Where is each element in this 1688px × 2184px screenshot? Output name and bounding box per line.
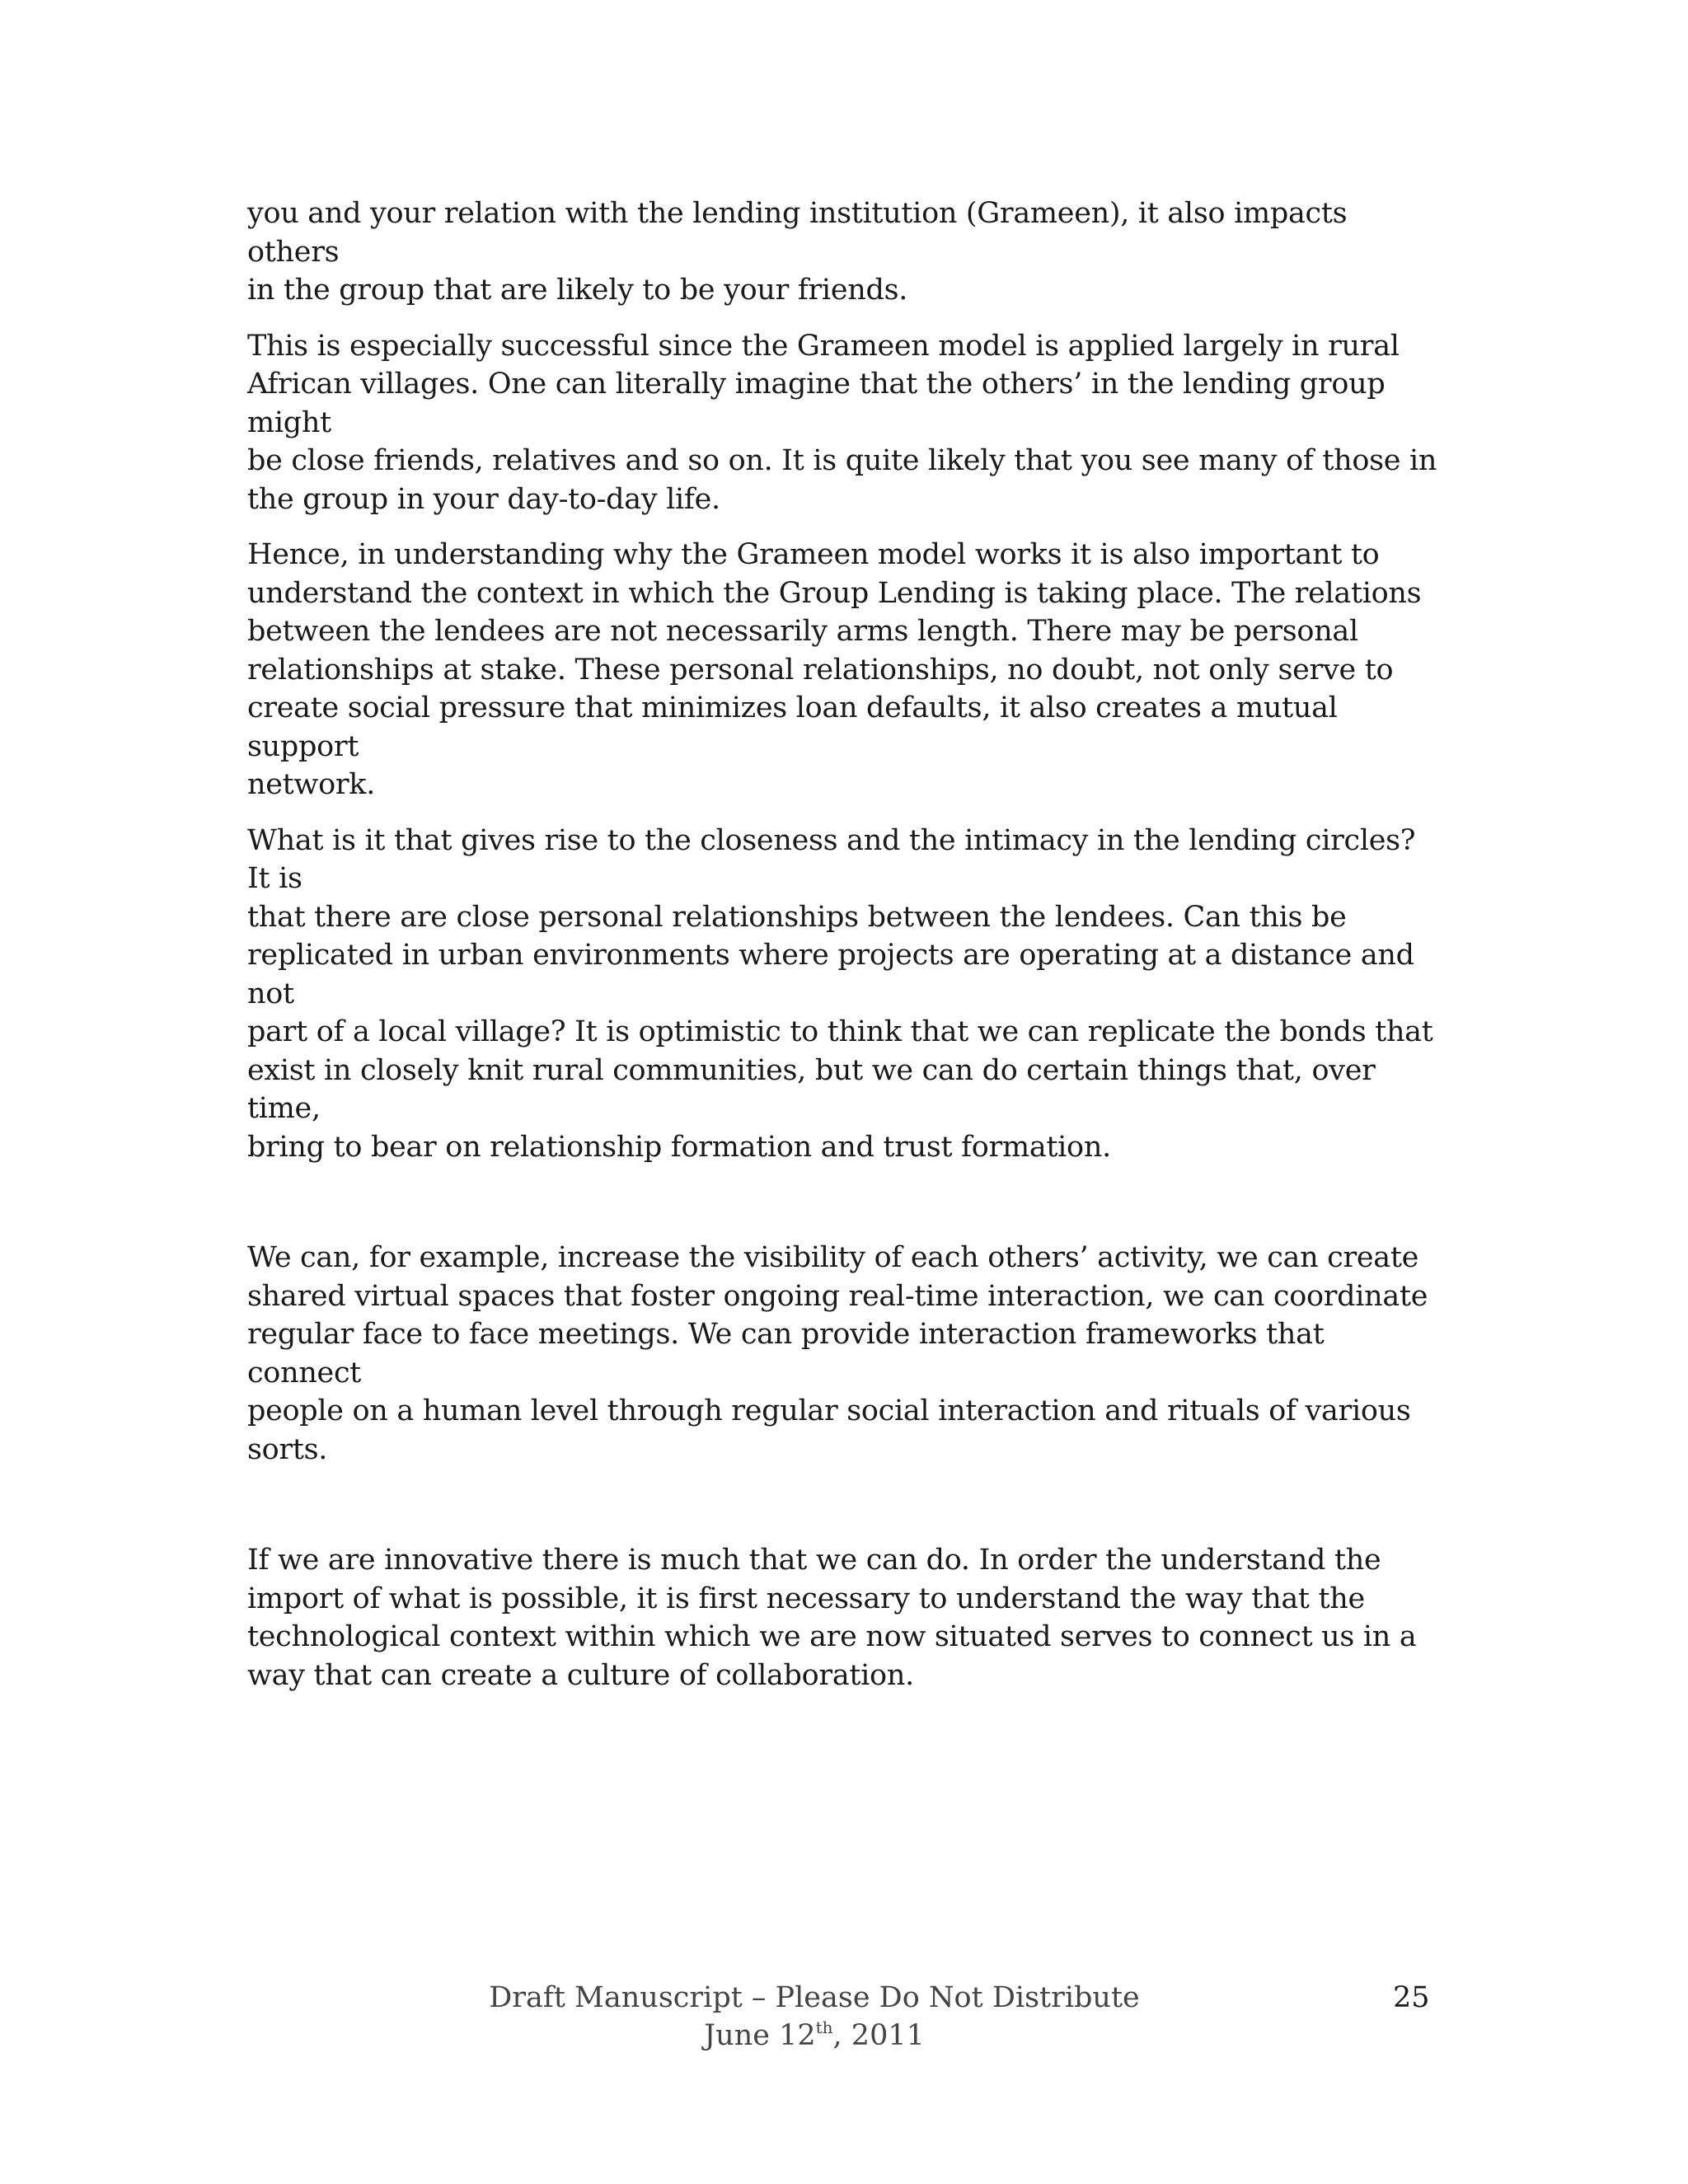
footer-date-prefix: June 12 <box>704 2019 816 2052</box>
paragraph-1: you and your relation with the lending institution (Grameen), it also impacts others in the group that are likely to be your friends. <box>247 197 1348 307</box>
footer-date-year: , 2011 <box>832 2019 925 2052</box>
page-number: 25 <box>1393 1981 1430 2014</box>
paragraph-3: Hence, in understanding why the Grameen model works it is also important to understand the context in which the Group Lending is taking place. The relations between the lendees are not necessarily arms length. There may be personal relationships at stake. These personal relationships, no doubt, not only serve to create social pressure that minimizes loan defaults, it also creates a mutual support network. <box>247 538 1422 801</box>
paragraph-4: What is it that gives rise to the closeness and the intimacy in the lending circles? It is that there are close personal relationships between the lendees. Can this be replicated in urban environments where projects are operating at a distance and not part of a local village? It is optimistic to think that we can replicate the bonds that exist in closely knit rural communities, but we can do certain things that, over time, bring to bear on relationship formation and trust formation. <box>247 823 1433 1164</box>
footer-notice: Draft Manuscript – Please Do Not Distribute <box>489 1981 1140 2014</box>
paragraph-6: If we are innovative there is much that we can do. In order the understand the import of what is possible, it is first necessary to understand the way that the technological context within which we are now situated serves to connect us in a way that can create a culture of collaboration. <box>247 1544 1417 1692</box>
body-text <box>247 194 1441 1712</box>
page-footer <box>0 1979 1688 2069</box>
footer-date-ordinal: th <box>815 2018 833 2037</box>
paragraph-2: This is especially successful since the Grameen model is applied largely in rural African villages. One can literally imagine that the others’ in the lending group might be close friends, relatives and so on. It is quite likely that you see many of those in the group in your day-to-day life. <box>247 329 1437 516</box>
paragraph-5: We can, for example, increase the visibility of each others’ activity, we can create shared virtual spaces that foster ongoing real-time interaction, we can coordinate regular face to face meetings. We can provide interaction frameworks that connect people on a human level through regular social interaction and rituals of various sorts. <box>247 1241 1428 1466</box>
footer-date <box>0 2017 1629 2055</box>
